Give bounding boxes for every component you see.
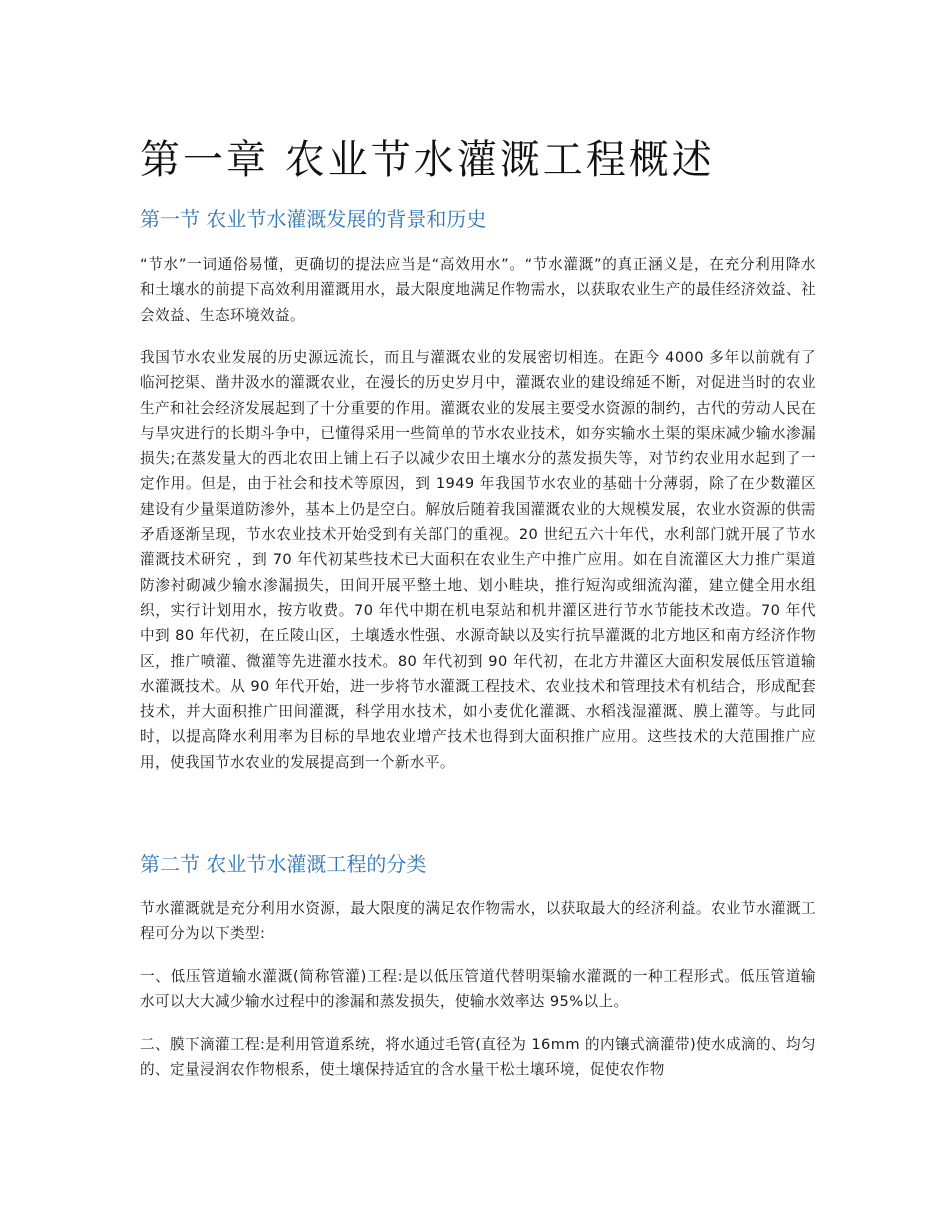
section-2-paragraph-2: 一、低压管道输水灌溉(简称管灌)工程:是以低压管道代替明渠输水灌溉的一种工程形式。低压管道输水可以大大减少输水过程中的渗漏和蒸发损失，使输水效率达 95%以上。 — [140, 968, 816, 1011]
section-1-paragraph-2: 我国节水农业发展的历史源远流长，而且与灌溉农业的发展密切相连。在距今 4000 多年以前就有了临河挖渠、凿井汲水的灌溉农业，在漫长的历史岁月中，灌溉农业的建设绵延不断，对促进当时的农业生产和社会经济发展起到了十分重要的作用。灌溉农业的发展主要受水资源的制约，古代的劳动人民在与旱灾进行的长期斗争中，已懂得采用一些简单的节水农业技术，如夯实输水土渠的渠床减少输水渗漏损失;在蒸发量大的西北农田上铺上石子以减少农田土壤水分的蒸发损失等，对节约农业用水起到了一定作用。但是，由于社会和技术等原因，到 1949 年我国节水农业的基础十分薄弱，除了在少数灌区建设有少量渠道防渗外，基本上仍是空白。解放后随着我国灌溉农业的大规模发展，农业水资源的供需矛盾逐渐呈现，节水农业技术开始受到有关部门的重视。20 世纪五六十年代，水利部门就开展了节水灌溉技术研究 ，到 70 年代初某些技术已大面积在农业生产中推广应用。如在自流灌区大力推广渠道防渗衬砌减少输水渗漏损失，田间开展平整土地、划小畦块，推行短沟或细流沟灌，建立健全用水组织，实行计划用水，按方收费。70 年代中期在机电泵站和机井灌区进行节水节能技术改造。70 年代中到 80 年代初，在丘陵山区，土壤透水性强、水源奇缺以及实行抗旱灌溉的北方地区和南方经济作物区，推广喷灌、微灌等先进灌水技术。80 年代初到 90 年代初，在北方井灌区大面积发展低压管道输水灌溉技术。从 90 年代开始，进一步将节水灌溉工程技术、农业技术和管理技术有机结合，形成配套技术，并大面积推广田间灌溉，科学用水技术，如小麦优化灌溉、水稻浅湿灌溉、膜上灌等。与此同时，以提高降水利用率为目标的旱地农业增产技术也得到大面积推广应用。这些技术的大范围推广应用，使我国节水农业的发展提高到一个新水平。 — [140, 349, 816, 771]
section-2-paragraph-3: 二、膜下滴灌工程:是利用管道系统，将水通过毛管(直径为 16mm 的内镶式滴灌带)使水成滴的、均匀的、定量浸润农作物根系，使土壤保持适宜的含水量干松土壤环境，促使农作物 — [140, 1036, 816, 1079]
section-1-title: 第一节 农业节水灌溉发展的背景和历史 — [140, 207, 487, 231]
chapter-title: 第一章 农业节水灌溉工程概述 — [140, 137, 715, 183]
section-2-paragraph-1: 节水灌溉就是充分利用水资源，最大限度的满足农作物需水，以获取最大的经济利益。农业节水灌溉工程可分为以下类型: — [140, 900, 816, 943]
section-1-paragraph-1: “节水”一词通俗易懂，更确切的提法应当是“高效用水”。“节水灌溉”的真正涵义是，在充分利用降水和土壤水的前提下高效利用灌溉用水，最大限度地满足作物需水，以获取农业生产的最佳经济效益、社会效益、生态环境效益。 — [140, 256, 816, 324]
section-2-title: 第二节 农业节水灌溉工程的分类 — [140, 852, 427, 876]
